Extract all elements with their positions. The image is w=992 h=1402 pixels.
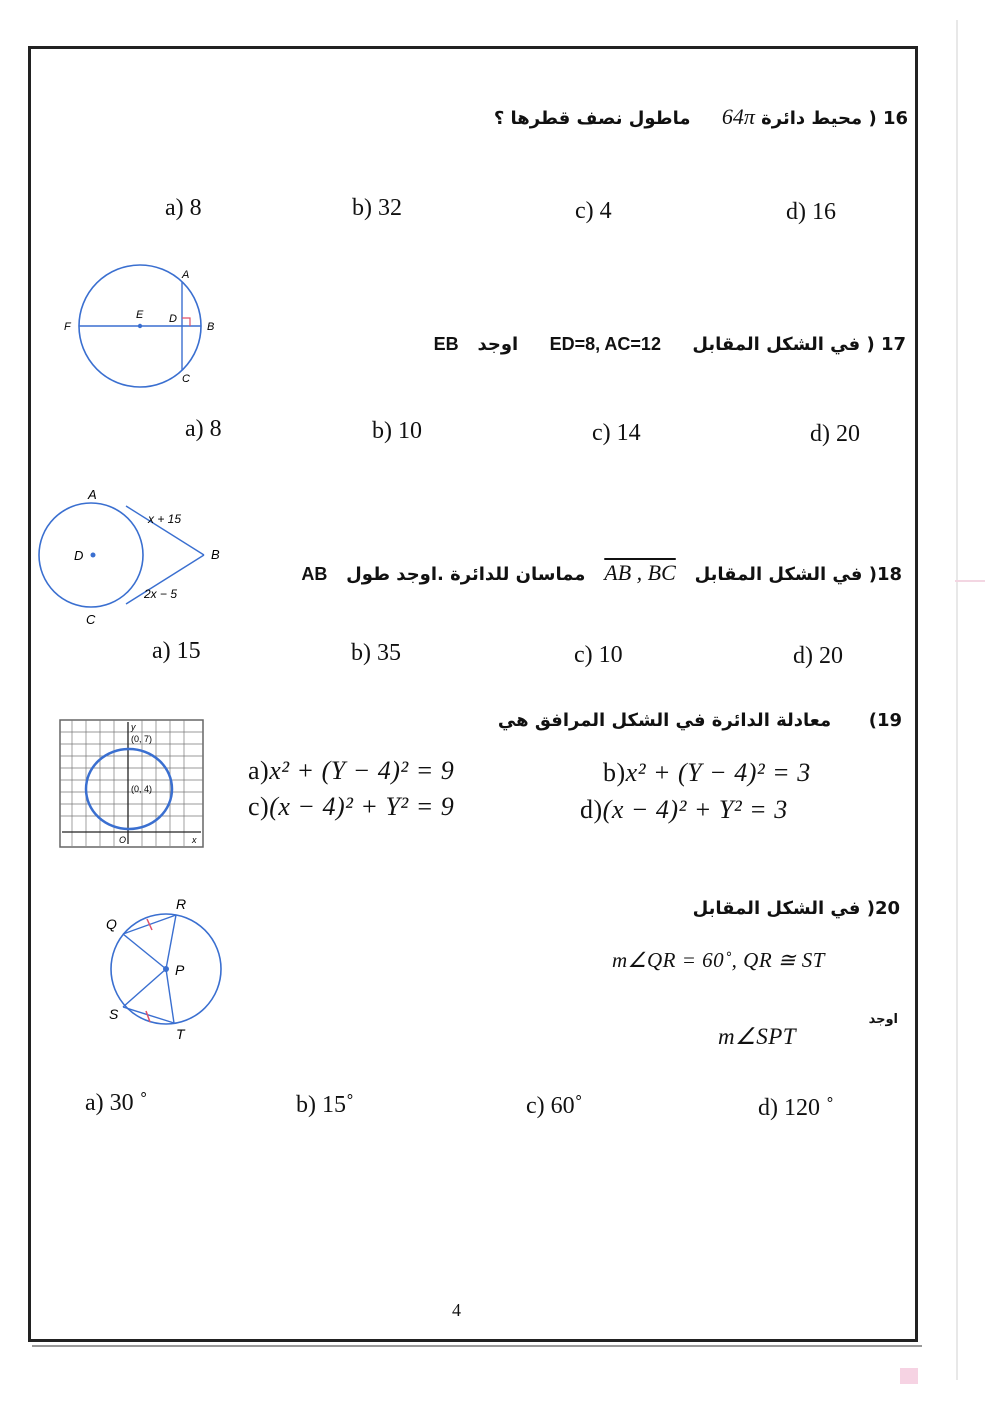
option-a[interactable] — [248, 756, 454, 786]
option-equation: x² + (Y − 4)² = 3 — [625, 758, 811, 787]
option-c[interactable]: c) 4 — [575, 198, 612, 224]
label-d: D — [74, 548, 84, 563]
label-b: B — [211, 547, 220, 562]
option-b[interactable]: b) 32 — [352, 195, 402, 221]
find-word: اوجد — [477, 334, 519, 355]
label-f: F — [64, 321, 71, 333]
right-angle-mark — [182, 318, 190, 326]
label-d: D — [169, 313, 177, 325]
question-16: 16 ( محيط دائرة 64π ماطول نصف قطرها ؟ — [493, 104, 908, 129]
question-17: 17 ( في الشكل المقابل ED=8, AC=12 اوجد EB — [433, 334, 906, 355]
label-s: S — [109, 1006, 119, 1022]
option-prefix: d) — [580, 795, 603, 824]
question-text: مماسان للدائرة .اوجد طول — [346, 564, 586, 585]
scan-mark — [955, 580, 985, 582]
label-a: A — [88, 487, 97, 502]
option-d[interactable] — [580, 795, 788, 825]
option-equation: (x − 4)² + Y² = 9 — [269, 792, 455, 821]
option-equation: (x − 4)² + Y² = 3 — [602, 795, 788, 824]
option-prefix: c) — [248, 792, 270, 821]
tangent-figure — [36, 484, 236, 629]
option-a[interactable]: a) 8 — [165, 195, 202, 221]
option-b[interactable]: b) 15˚ — [296, 1092, 354, 1118]
center-dot — [163, 966, 169, 972]
label-q: Q — [106, 916, 117, 932]
question-number: 17 — [880, 334, 906, 355]
label-c: C — [86, 612, 96, 627]
option-prefix: b) — [603, 758, 626, 787]
option-a[interactable]: a) 15 — [152, 638, 201, 664]
question-math: 64π — [721, 104, 755, 129]
label-e: E — [136, 309, 144, 321]
question-18: 18( في الشكل المقابل AB , BC مماسان للدائرة .اوجد طول AB — [301, 560, 902, 585]
option-d[interactable]: d) 16 — [786, 199, 836, 225]
page-frame — [28, 46, 918, 1342]
question-text: في الشكل المقابل — [694, 564, 863, 585]
page-number: 4 — [452, 1300, 461, 1320]
option-c[interactable] — [248, 792, 454, 822]
scan-mark-corner — [900, 1368, 918, 1384]
radius-pq — [123, 934, 166, 969]
scan-edge — [956, 20, 958, 1380]
find-word: اوجد — [868, 1012, 898, 1027]
option-prefix: a) — [248, 756, 270, 785]
question-number: 18 — [876, 564, 902, 585]
label-top-length: x + 15 — [148, 512, 182, 526]
find-target: AB — [301, 564, 328, 584]
radius-pt — [166, 969, 174, 1023]
given-values: m∠QR = 60˚, QR ≅ ST — [612, 948, 825, 972]
central-angle-figure — [100, 894, 230, 1044]
label-b: B — [207, 321, 215, 333]
question-19: 19) معادلة الدائرة في الشكل المرافق هي — [497, 710, 902, 731]
y-axis-label: y — [131, 722, 136, 732]
label-t: T — [176, 1026, 185, 1042]
label-p: P — [175, 962, 185, 978]
question-text: في الشكل المقابل — [692, 334, 861, 355]
tangent-segments: AB , BC — [604, 560, 676, 585]
find-target: m∠SPT — [718, 1024, 797, 1049]
option-a[interactable]: a) 30 ˚ — [85, 1090, 148, 1116]
option-c[interactable]: c) 14 — [592, 420, 641, 446]
question-number: 16 — [882, 108, 908, 129]
label-a: A — [182, 269, 190, 281]
question-number: 20 — [874, 898, 900, 919]
origin-label: O — [119, 835, 127, 845]
radius-ps — [123, 969, 166, 1007]
question-text: في الشكل المقابل — [692, 898, 861, 919]
radius-pr — [166, 915, 176, 969]
label-bottom-length: 2x − 5 — [144, 587, 178, 601]
center-label: (0, 4) — [131, 784, 153, 794]
x-axis-label: x — [192, 835, 197, 845]
option-b[interactable]: b) 10 — [372, 418, 422, 444]
option-equation: x² + (Y − 4)² = 9 — [269, 756, 455, 785]
option-d[interactable]: d) 20 — [793, 643, 843, 669]
option-b[interactable] — [603, 758, 811, 788]
label-c: C — [182, 373, 190, 385]
option-b[interactable]: b) 35 — [351, 640, 401, 666]
option-a[interactable]: a) 8 — [185, 416, 222, 442]
question-text: ماطول نصف قطرها ؟ — [493, 108, 691, 129]
option-c[interactable]: c) 10 — [574, 642, 623, 668]
option-d[interactable]: d) 120 ˚ — [758, 1095, 834, 1121]
grid-circle-figure — [58, 718, 206, 850]
question-number: 19 — [876, 710, 902, 731]
center-dot — [138, 324, 142, 328]
given-values: ED=8, AC=12 — [549, 334, 661, 354]
question-text: محيط دائرة — [761, 108, 863, 129]
find-target: EB — [433, 334, 459, 354]
option-c[interactable]: c) 60˚ — [526, 1093, 583, 1119]
question-text: معادلة الدائرة في الشكل المرافق هي — [497, 710, 832, 731]
frame-shadow — [32, 1345, 922, 1347]
option-d[interactable]: d) 20 — [810, 421, 860, 447]
label-r: R — [176, 896, 187, 912]
center-dot — [91, 553, 96, 558]
circle-chord-figure — [58, 258, 228, 398]
top-point-label: (0, 7) — [131, 734, 153, 744]
question-20: 20( في الشكل المقابل — [692, 898, 900, 919]
